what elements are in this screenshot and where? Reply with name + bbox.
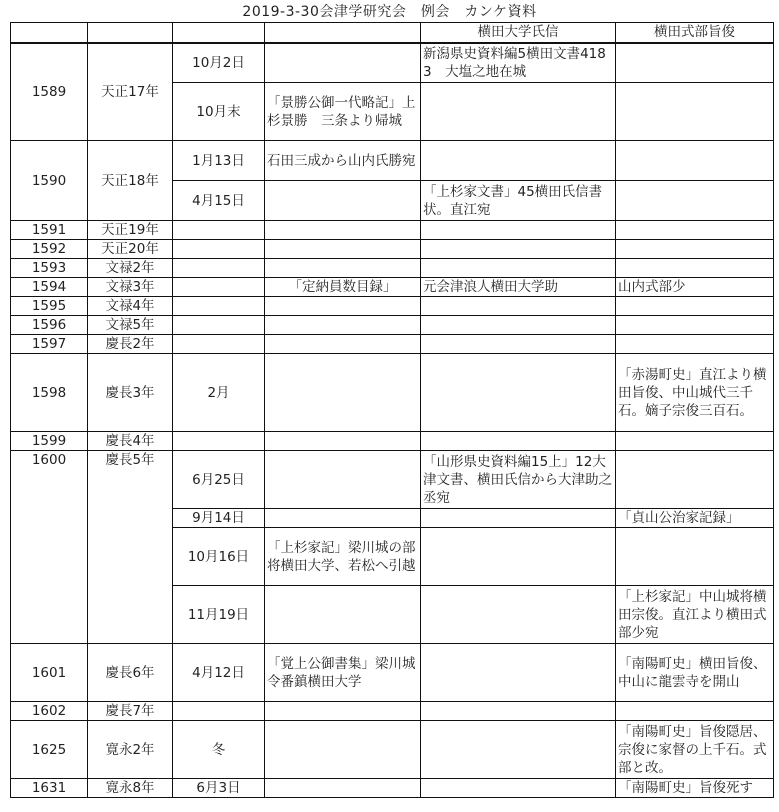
table-row: [11, 259, 774, 278]
shikibu-cell: [616, 259, 774, 278]
date-cell: 10月末: [173, 83, 265, 141]
event-cell: [265, 181, 421, 221]
date-cell: 4月12日: [173, 644, 265, 702]
date-cell: [173, 221, 265, 240]
shikibu-cell: [616, 702, 774, 721]
shikibu-cell: [616, 451, 774, 509]
chronology-table: [10, 22, 774, 798]
daigaku-cell: [421, 316, 616, 335]
event-cell: 「覚上公御書集」梁川城令番鎮横田大学: [265, 644, 421, 702]
event-cell: [265, 240, 421, 259]
year-cell: 1602: [11, 702, 88, 721]
table-row: [11, 451, 774, 509]
year-cell: 1589: [11, 43, 88, 141]
event-cell: 「定納員数目録」: [265, 278, 421, 297]
event-cell: 石田三成から山内氏勝宛: [265, 141, 421, 181]
year-cell: 1596: [11, 316, 88, 335]
table-row: [11, 432, 774, 451]
date-cell: 10月2日: [173, 43, 265, 83]
daigaku-cell: [421, 335, 616, 354]
event-cell: [265, 259, 421, 278]
era-cell: 慶長7年: [88, 702, 173, 721]
daigaku-cell: [421, 509, 616, 528]
date-cell: 1月13日: [173, 141, 265, 181]
date-cell: 6月25日: [173, 451, 265, 509]
shikibu-cell: [616, 528, 774, 586]
year-cell: 1594: [11, 278, 88, 297]
table-row: [11, 297, 774, 316]
header-row: [11, 23, 774, 43]
table-row: [11, 278, 774, 297]
year-cell: 1600: [11, 451, 88, 644]
shikibu-cell: [616, 297, 774, 316]
shikibu-cell: 「上杉家記」中山城将横田宗俊。直江より横田式部少宛: [616, 586, 774, 644]
date-cell: 9月14日: [173, 509, 265, 528]
event-cell: [265, 43, 421, 83]
event-cell: [265, 451, 421, 509]
year-cell: 1597: [11, 335, 88, 354]
table-row: [11, 43, 774, 83]
event-cell: [265, 335, 421, 354]
event-cell: 「上杉家記」梁川城の部将横田大学、若松へ引越: [265, 528, 421, 586]
year-cell: 1599: [11, 432, 88, 451]
shikibu-cell: 「貞山公治家記録」: [616, 509, 774, 528]
shikibu-cell: 「南陽町史」旨俊死す: [616, 779, 774, 798]
era-cell: 寛永2年: [88, 721, 173, 779]
daigaku-cell: [421, 721, 616, 779]
daigaku-cell: [421, 83, 616, 141]
shikibu-cell: [616, 335, 774, 354]
daigaku-cell: [421, 432, 616, 451]
era-cell: 天正20年: [88, 240, 173, 259]
year-cell: 1593: [11, 259, 88, 278]
table-row: [11, 721, 774, 779]
event-cell: [265, 297, 421, 316]
shikibu-cell: 「赤湯町史」直江より横田旨俊、中山城代三千石。嫡子宗俊三百石。: [616, 354, 774, 432]
daigaku-cell: 新潟県史資料編5横田文書4183 大塩之地在城: [421, 43, 616, 83]
shikibu-cell: 「南陽町史」旨俊隠居、宗俊に家督の上千石。式部と改。: [616, 721, 774, 779]
date-cell: [173, 316, 265, 335]
era-cell: 天正19年: [88, 221, 173, 240]
table-row: [11, 316, 774, 335]
date-cell: 6月3日: [173, 779, 265, 798]
year-cell: 1590: [11, 141, 88, 221]
document-title: 2019-3-30会津学研究会 例会 カンケ資料: [242, 4, 537, 20]
event-cell: [265, 702, 421, 721]
table-row: [11, 644, 774, 702]
table-row: [11, 240, 774, 259]
year-cell: 1625: [11, 721, 88, 779]
header-era: [88, 23, 173, 43]
table-row: [11, 779, 774, 798]
year-cell: 1601: [11, 644, 88, 702]
shikibu-cell: [616, 43, 774, 83]
table-row: [11, 335, 774, 354]
shikibu-cell: [616, 316, 774, 335]
date-cell: [173, 297, 265, 316]
table-row: [11, 141, 774, 181]
event-cell: [265, 721, 421, 779]
daigaku-cell: [421, 528, 616, 586]
era-cell: 慶長3年: [88, 354, 173, 432]
shikibu-cell: 山内式部少: [616, 278, 774, 297]
era-cell: 天正18年: [88, 141, 173, 221]
era-cell: 慶長4年: [88, 432, 173, 451]
table-row: [11, 221, 774, 240]
era-cell: 寛永8年: [88, 779, 173, 798]
date-cell: 11月19日: [173, 586, 265, 644]
era-cell: 慶長2年: [88, 335, 173, 354]
date-cell: 4月15日: [173, 181, 265, 221]
year-cell: 1591: [11, 221, 88, 240]
era-cell: 天正17年: [88, 43, 173, 141]
daigaku-cell: [421, 644, 616, 702]
table-row: [11, 702, 774, 721]
table-row: [11, 354, 774, 432]
daigaku-cell: [421, 354, 616, 432]
header-yokota-daigaku: 横田大学氏信: [421, 23, 616, 43]
daigaku-cell: [421, 240, 616, 259]
date-cell: 2月: [173, 354, 265, 432]
date-cell: [173, 240, 265, 259]
date-cell: 冬: [173, 721, 265, 779]
shikibu-cell: [616, 141, 774, 181]
event-cell: [265, 779, 421, 798]
date-cell: [173, 702, 265, 721]
date-cell: [173, 259, 265, 278]
header-date: [173, 23, 265, 43]
daigaku-cell: [421, 141, 616, 181]
shikibu-cell: [616, 83, 774, 141]
era-cell: 文禄3年: [88, 278, 173, 297]
event-cell: [265, 586, 421, 644]
era-cell: 文禄5年: [88, 316, 173, 335]
shikibu-cell: [616, 221, 774, 240]
header-event: [265, 23, 421, 43]
daigaku-cell: [421, 779, 616, 798]
shikibu-cell: 「南陽町史」横田旨俊、中山に龍雲寺を開山: [616, 644, 774, 702]
daigaku-cell: [421, 586, 616, 644]
shikibu-cell: [616, 240, 774, 259]
date-cell: [173, 432, 265, 451]
shikibu-cell: [616, 181, 774, 221]
date-cell: [173, 278, 265, 297]
year-cell: 1598: [11, 354, 88, 432]
daigaku-cell: 「山形県史資料編15上」12大津文書、横田氏信から大津助之丞宛: [421, 451, 616, 509]
date-cell: 10月16日: [173, 528, 265, 586]
event-cell: [265, 432, 421, 451]
date-cell: [173, 335, 265, 354]
header-year: [11, 23, 88, 43]
event-cell: 「景勝公御一代略記」上杉景勝 三条より帰城: [265, 83, 421, 141]
era-cell: 文禄2年: [88, 259, 173, 278]
daigaku-cell: [421, 297, 616, 316]
shikibu-cell: [616, 432, 774, 451]
era-cell: 文禄4年: [88, 297, 173, 316]
event-cell: [265, 354, 421, 432]
daigaku-cell: 元会津浪人横田大学助: [421, 278, 616, 297]
era-cell: 慶長5年: [88, 451, 173, 644]
event-cell: [265, 221, 421, 240]
header-yokota-shikibu: 横田式部旨俊: [616, 23, 774, 43]
daigaku-cell: [421, 259, 616, 278]
event-cell: [265, 509, 421, 528]
era-cell: 慶長6年: [88, 644, 173, 702]
daigaku-cell: 「上杉家文書」45横田氏信書状。直江宛: [421, 181, 616, 221]
event-cell: [265, 316, 421, 335]
year-cell: 1595: [11, 297, 88, 316]
year-cell: 1631: [11, 779, 88, 798]
daigaku-cell: [421, 702, 616, 721]
year-cell: 1592: [11, 240, 88, 259]
daigaku-cell: [421, 221, 616, 240]
